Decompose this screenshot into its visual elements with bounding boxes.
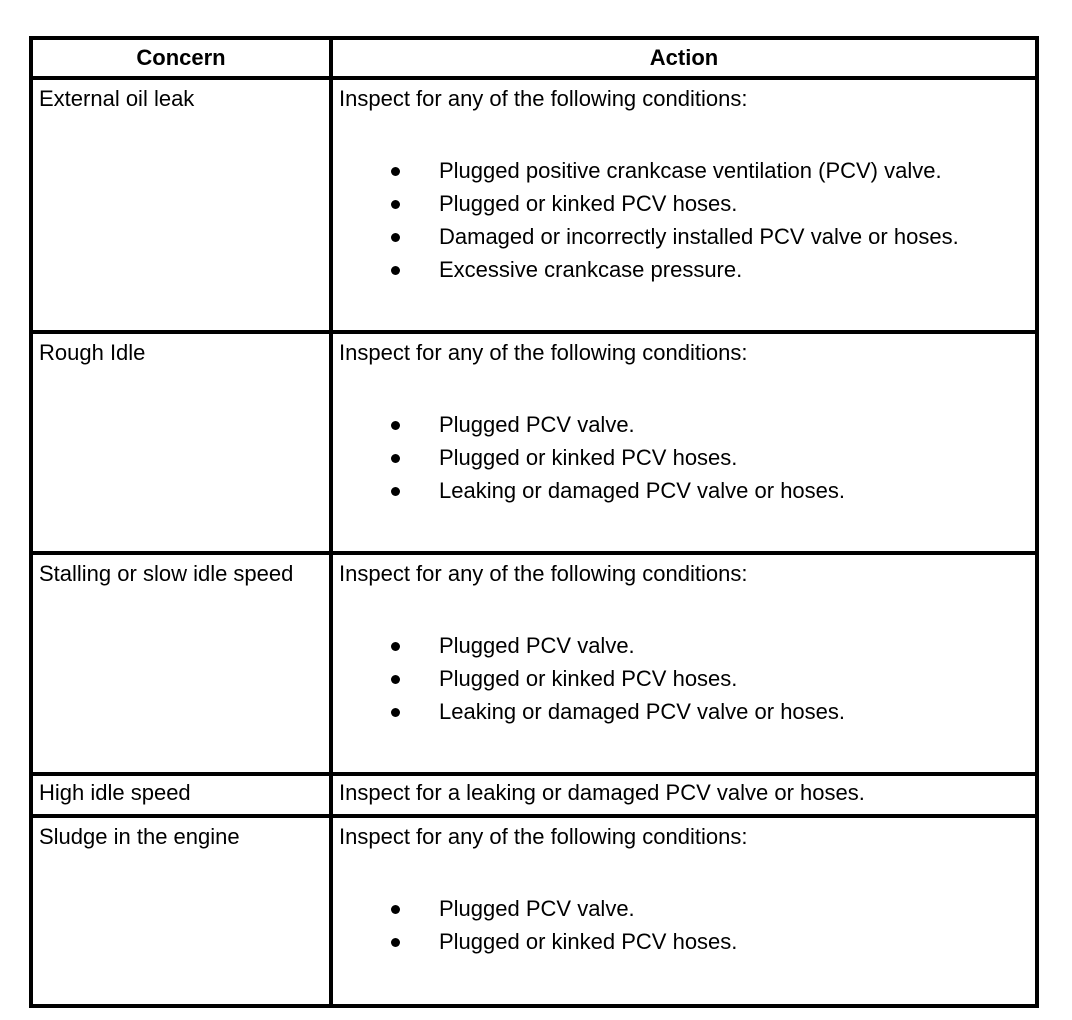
action-intro: Inspect for any of the following conditions: (339, 86, 748, 111)
table-row (31, 774, 1037, 816)
condition-list (339, 158, 1035, 290)
bullet-icon (391, 266, 400, 275)
action-cell (331, 816, 1037, 1006)
condition-text: Leaking or damaged PCV valve or hoses. (439, 478, 846, 503)
condition-text: Plugged or kinked PCV hoses. (439, 445, 738, 470)
bullet-icon (391, 905, 400, 914)
bullet-icon (391, 200, 400, 209)
list-item (339, 478, 1035, 511)
action-cell (331, 332, 1037, 553)
list-item (339, 158, 1035, 191)
list-item (339, 633, 1035, 666)
list-item (339, 224, 1035, 257)
bullet-icon (391, 487, 400, 496)
condition-list (339, 412, 1035, 511)
bullet-icon (391, 642, 400, 651)
bullet-icon (391, 167, 400, 176)
concern-header: Concern (31, 38, 331, 78)
action-cell (331, 774, 1037, 816)
table-row (31, 78, 1037, 332)
condition-text: Damaged or incorrectly installed PCV valve or hoses. (439, 224, 959, 249)
list-item (339, 445, 1035, 478)
action-cell (331, 78, 1037, 332)
condition-text: Plugged PCV valve. (439, 633, 635, 658)
list-item (339, 412, 1035, 445)
condition-text: Plugged or kinked PCV hoses. (439, 191, 738, 216)
list-item (339, 896, 1035, 929)
bullet-icon (391, 938, 400, 947)
condition-text: Plugged or kinked PCV hoses. (439, 929, 738, 954)
condition-text: Plugged PCV valve. (439, 896, 635, 921)
concern-cell: Sludge in the engine (31, 816, 331, 1006)
diagnosis-table (29, 36, 1039, 1008)
condition-text: Plugged PCV valve. (439, 412, 635, 437)
bullet-icon (391, 421, 400, 430)
action-intro: Inspect for any of the following conditions: (339, 824, 748, 849)
list-item (339, 191, 1035, 224)
list-item (339, 929, 1035, 962)
condition-list (339, 896, 1035, 962)
action-header: Action (331, 38, 1037, 78)
concern-cell: High idle speed (31, 774, 331, 816)
condition-text: Excessive crankcase pressure. (439, 257, 743, 282)
list-item (339, 666, 1035, 699)
list-item (339, 257, 1035, 290)
bullet-icon (391, 675, 400, 684)
condition-list (339, 633, 1035, 732)
bullet-icon (391, 708, 400, 717)
list-item (339, 699, 1035, 732)
action-intro: Inspect for any of the following conditions: (339, 340, 748, 365)
condition-text: Plugged positive crankcase ventilation (PCV) valve. (439, 158, 942, 183)
action-intro: Inspect for a leaking or damaged PCV valve or hoses. (339, 780, 865, 805)
table-row (31, 553, 1037, 774)
table-row (31, 332, 1037, 553)
condition-text: Leaking or damaged PCV valve or hoses. (439, 699, 846, 724)
concern-cell: Rough Idle (31, 332, 331, 553)
action-intro: Inspect for any of the following conditions: (339, 561, 748, 586)
action-cell (331, 553, 1037, 774)
concern-cell: External oil leak (31, 78, 331, 332)
condition-text: Plugged or kinked PCV hoses. (439, 666, 738, 691)
concern-cell: Stalling or slow idle speed (31, 553, 331, 774)
header-row (31, 38, 1037, 78)
bullet-icon (391, 233, 400, 242)
bullet-icon (391, 454, 400, 463)
table-row (31, 816, 1037, 1006)
